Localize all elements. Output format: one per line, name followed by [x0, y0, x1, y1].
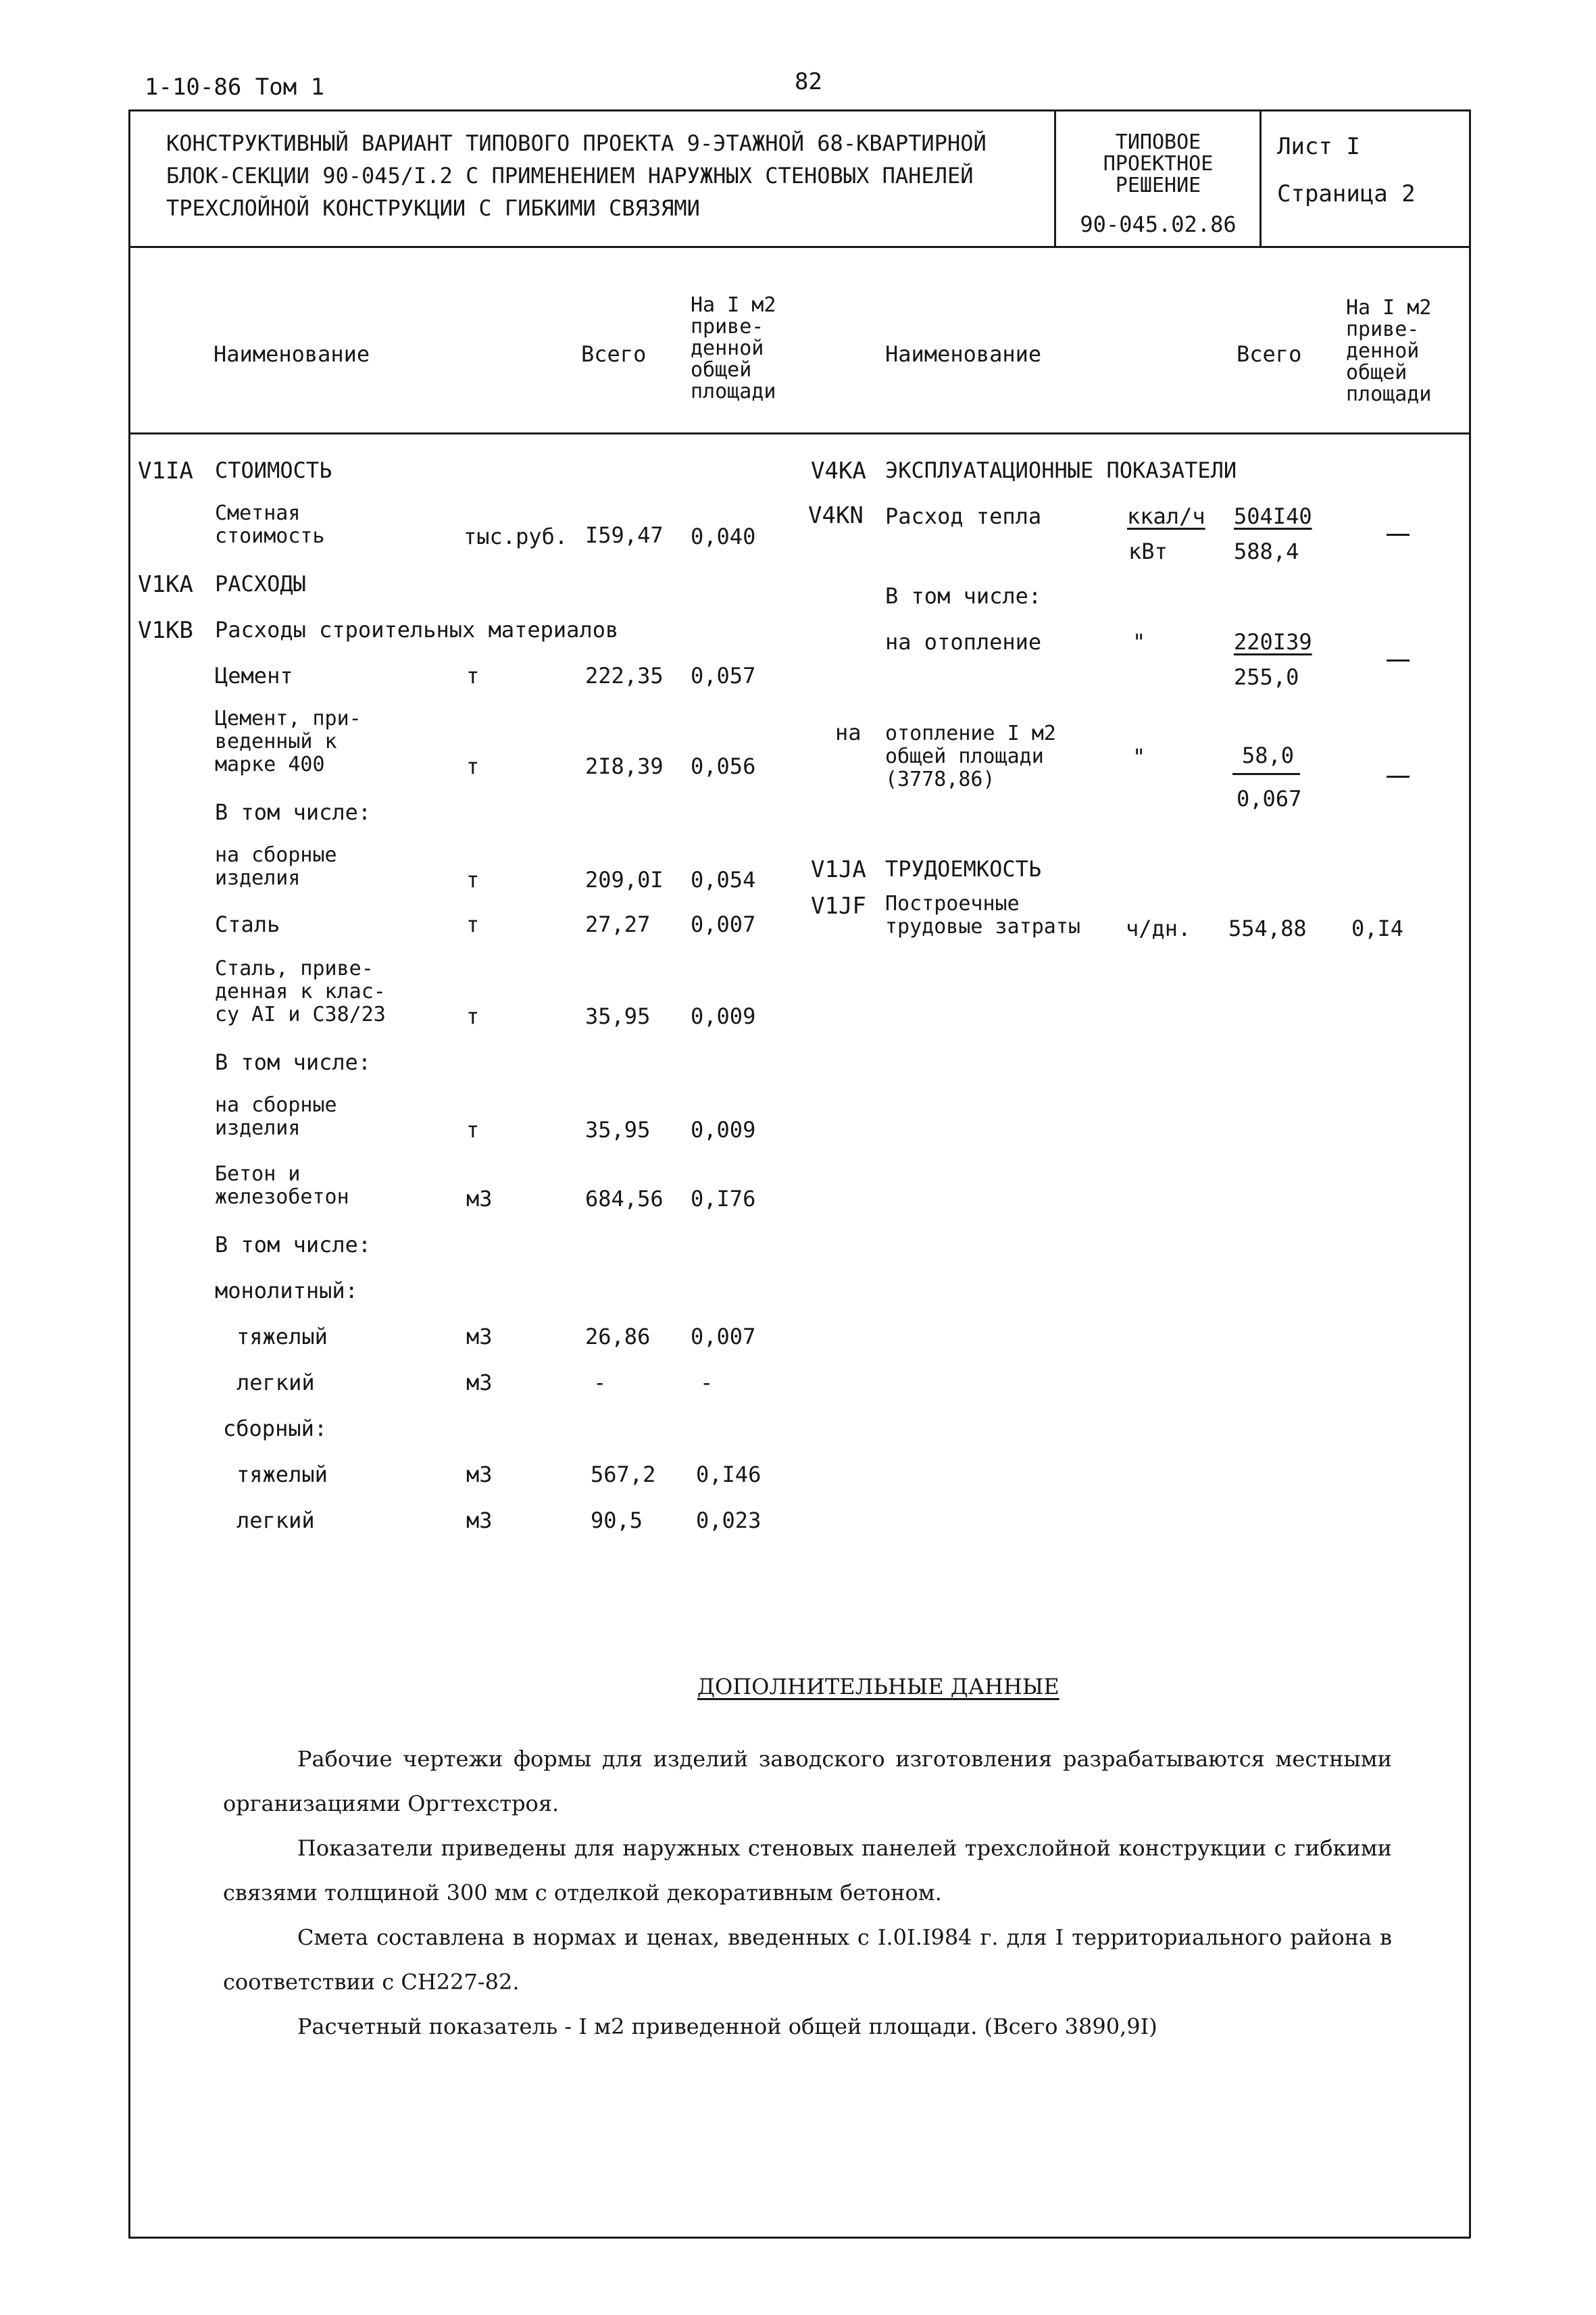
- heavy2-per: 0,I46: [696, 1462, 762, 1487]
- header-divider-1: [1054, 109, 1056, 247]
- operation-code: V4KA: [811, 457, 866, 484]
- left-col-per-header-5: площади: [691, 380, 776, 403]
- cement-per: 0,057: [691, 663, 756, 689]
- materials-code: V1KB: [138, 617, 193, 644]
- cost-title: СТОИМОСТЬ: [215, 457, 332, 483]
- labor-title: ТРУДОЕМКОСТЬ: [885, 856, 1042, 882]
- frame-top: [128, 109, 1470, 111]
- stamp-code: 90-045.02.86: [1080, 211, 1237, 237]
- prefab-total: 209,0I: [585, 867, 664, 893]
- steel-per: 0,007: [691, 912, 756, 937]
- heavy1-total: 26,86: [585, 1324, 651, 1349]
- concrete-line-2: железобетон: [215, 1185, 349, 1209]
- cement400-unit: т: [466, 753, 480, 779]
- heating-unit: ": [1132, 629, 1146, 655]
- site-line-1: Построечные: [885, 892, 1020, 916]
- estimate-line-1: Сметная: [215, 501, 301, 525]
- prefab2-line-2: изделия: [215, 1116, 301, 1140]
- header-divider-2: [1260, 109, 1262, 247]
- heating-total-1: 220I39: [1234, 629, 1312, 655]
- labor-code: V1JA: [811, 856, 866, 883]
- steel-red-total: 35,95: [585, 1003, 651, 1029]
- steel-red-line-2: денная к клас-: [215, 980, 386, 1003]
- precast-label: сборный:: [223, 1416, 328, 1441]
- steel-total: 27,27: [585, 912, 651, 937]
- left-col-per-header-4: общей: [691, 358, 752, 382]
- left-col-per-header-3: денной: [691, 337, 764, 360]
- cement400-line-3: марке 400: [215, 753, 325, 776]
- area-prefix: на: [835, 720, 862, 745]
- heat-total-2: 588,4: [1234, 539, 1299, 564]
- heavy1-unit: м3: [466, 1324, 493, 1349]
- light1-total: -: [593, 1370, 607, 1395]
- expenses-title: РАСХОДЫ: [215, 571, 306, 597]
- heat-code: V4KN: [808, 502, 864, 529]
- right-col-total-header: Всего: [1237, 341, 1302, 367]
- heat-unit-1: ккал/ч: [1127, 503, 1205, 529]
- concrete-per: 0,I76: [691, 1186, 756, 1212]
- extra-paragraph-3: Смета составлена в нормах и ценах, введенных с I.0I.I984 г. для I территориального района в соответствии с СН227-82.: [223, 1924, 1392, 1995]
- cost-code: V1IA: [138, 457, 193, 484]
- stamp-line-3: РЕШЕНИЕ: [1115, 174, 1201, 197]
- left-col-per-header-2: приве-: [691, 315, 764, 339]
- prefab2-line-1: на сборные: [215, 1093, 337, 1117]
- including-label-1: В том числе:: [215, 799, 372, 825]
- left-col-per-header-1: На I м2: [691, 293, 776, 317]
- header-title-line-2: БЛОК-СЕКЦИИ 90-045/I.2 С ПРИМЕНЕНИЕМ НАРУЖНЫХ СТЕНОВЫХ ПАНЕЛЕЙ: [166, 163, 974, 189]
- light2-unit: м3: [466, 1508, 493, 1533]
- heat-name: Расход тепла: [885, 503, 1042, 529]
- prefab2-unit: т: [466, 1117, 480, 1143]
- including-label-2: В том числе:: [215, 1049, 372, 1075]
- operation-title: ЭКСПЛУАТАЦИОННЫЕ ПОКАЗАТЕЛИ: [885, 457, 1237, 483]
- heat-unit-2: кВт: [1128, 539, 1168, 564]
- right-col-name-header: Наименование: [885, 341, 1042, 367]
- area-per-dash: [1387, 776, 1410, 778]
- area-line-1: отопление I м2: [885, 722, 1056, 745]
- prefab-unit: т: [466, 867, 480, 893]
- prefab-line-2: изделия: [215, 866, 301, 890]
- right-col-per-header-1: На I м2: [1346, 296, 1432, 320]
- cement400-total: 2I8,39: [585, 753, 664, 779]
- stamp-line-1: ТИПОВОЕ: [1115, 130, 1201, 154]
- steel-red-line-1: Сталь, приве-: [215, 957, 374, 980]
- site-code: V1JF: [811, 893, 866, 920]
- heavy1-name: тяжелый: [236, 1324, 328, 1349]
- light1-unit: м3: [466, 1370, 493, 1395]
- frame-left: [128, 109, 130, 2238]
- right-col-per-header-3: денной: [1346, 339, 1420, 363]
- monolithic-label: монолитный:: [215, 1278, 358, 1303]
- estimate-unit: тыс.руб.: [464, 524, 568, 549]
- header-title-line-1: КОНСТРУКТИВНЫЙ ВАРИАНТ ТИПОВОГО ПРОЕКТА 9-ЭТАЖНОЙ 68-КВАРТИРНОЙ: [166, 130, 987, 156]
- heat-total-1: 504I40: [1234, 503, 1312, 529]
- right-including-label: В том числе:: [885, 583, 1042, 609]
- heavy2-total: 567,2: [591, 1462, 656, 1487]
- stamp-line-2: ПРОЕКТНОЕ: [1103, 152, 1214, 176]
- prefab-line-1: на сборные: [215, 843, 337, 867]
- heat-per-dash: [1387, 534, 1410, 536]
- cement400-line-1: Цемент, при-: [215, 707, 361, 730]
- right-col-per-header-2: приве-: [1346, 318, 1420, 341]
- light1-name: легкий: [236, 1370, 315, 1395]
- cement-total: 222,35: [585, 663, 664, 689]
- cement400-per: 0,056: [691, 753, 756, 779]
- heating-total-2: 255,0: [1234, 664, 1299, 690]
- steel-red-per: 0,009: [691, 1003, 756, 1029]
- steel-red-unit: т: [466, 1003, 480, 1029]
- site-line-2: трудовые затраты: [885, 915, 1080, 939]
- including-label-3: В том числе:: [215, 1232, 372, 1258]
- site-per: 0,I4: [1351, 916, 1404, 941]
- right-col-per-header-4: общей: [1346, 361, 1407, 384]
- cement400-line-2: веденный к: [215, 730, 337, 753]
- estimate-per: 0,040: [691, 524, 756, 549]
- left-col-total-header: Всего: [581, 341, 647, 367]
- prefab2-total: 35,95: [585, 1117, 651, 1143]
- expenses-code: V1KA: [138, 571, 193, 598]
- materials-title: Расходы строительных материалов: [215, 617, 619, 643]
- steel-name: Сталь: [215, 912, 280, 937]
- series-label: 1-10-86 Том 1: [145, 74, 325, 101]
- page-number: 82: [795, 68, 822, 95]
- concrete-total: 684,56: [585, 1186, 664, 1212]
- concrete-line-1: Бетон и: [215, 1162, 301, 1186]
- heavy1-per: 0,007: [691, 1324, 756, 1349]
- prefab2-per: 0,009: [691, 1117, 756, 1143]
- right-col-per-header-5: площади: [1346, 382, 1432, 406]
- heavy2-unit: м3: [466, 1462, 493, 1487]
- heating-per-dash: [1387, 659, 1410, 662]
- concrete-unit: м3: [466, 1186, 493, 1212]
- extra-title: ДОПОЛНИТЕЛЬНЫЕ ДАННЫЕ: [697, 1674, 1059, 1699]
- estimate-line-2: стоимость: [215, 524, 325, 548]
- area-unit: ": [1132, 744, 1146, 770]
- site-unit: ч/дн.: [1126, 916, 1191, 941]
- site-total: 554,88: [1228, 916, 1307, 941]
- header-title-line-3: ТРЕХСЛОЙНОЙ КОНСТРУКЦИИ С ГИБКИМИ СВЯЗЯМИ: [166, 195, 700, 221]
- cement-name: Цемент: [215, 663, 293, 689]
- area-total-2: 0,067: [1237, 786, 1302, 812]
- frame-right: [1469, 109, 1471, 2238]
- area-total-1: 58,0: [1242, 743, 1295, 768]
- extra-paragraph-1: Рабочие чертежи формы для изделий заводского изготовления разрабатываются местными организациями Оргтехстроя.: [223, 1746, 1392, 1816]
- light1-per: -: [700, 1370, 714, 1395]
- frame-bottom: [128, 2237, 1470, 2239]
- area-line-3: (3778,86): [885, 768, 995, 791]
- heavy2-name: тяжелый: [236, 1462, 328, 1487]
- page-label: Страница 2: [1277, 180, 1416, 207]
- heating-name: на отопление: [885, 629, 1042, 655]
- column-header-rule: [128, 432, 1470, 434]
- left-col-name-header: Наименование: [214, 341, 370, 367]
- light2-per: 0,023: [696, 1508, 762, 1533]
- area-fraction-bar: [1232, 773, 1300, 775]
- estimate-total: I59,47: [585, 522, 664, 548]
- sheet-label: Лист I: [1277, 133, 1360, 160]
- steel-red-line-3: су АI и С38/23: [215, 1003, 386, 1026]
- steel-unit: т: [466, 912, 480, 937]
- light2-total: 90,5: [591, 1508, 643, 1533]
- area-line-2: общей площади: [885, 745, 1044, 768]
- extra-paragraph-4: Расчетный показатель - I м2 приведенной общей площади. (Всего 3890,9I): [297, 2014, 1157, 2039]
- heating-per-value: [1419, 651, 1420, 652]
- header-bottom: [128, 246, 1470, 248]
- light2-name: легкий: [236, 1508, 315, 1533]
- extra-paragraph-2: Показатели приведены для наружных стеновых панелей трехслойной конструкции с гибкими связями толщиной 300 мм с отделкой декоративным бетоном.: [223, 1835, 1392, 1906]
- prefab-per: 0,054: [691, 867, 756, 893]
- cement-unit: т: [466, 663, 480, 689]
